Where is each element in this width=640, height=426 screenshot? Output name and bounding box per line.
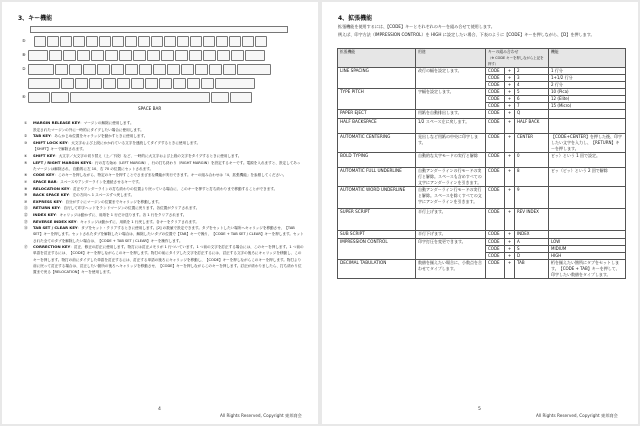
keyboard-key [61, 78, 74, 89]
combo-plus-cell: + [505, 82, 515, 89]
item-key-name: TAB KEY [33, 133, 51, 139]
combo-key-cell: 6 [515, 96, 549, 103]
right-page [322, 2, 638, 424]
combo-plus-cell: + [505, 110, 515, 119]
keyboard-key [125, 64, 138, 75]
table-row [338, 239, 626, 246]
table-row [338, 119, 626, 134]
item-marker: ⑤ [24, 160, 28, 165]
keyboard-key [83, 64, 96, 75]
function-use-cell: 1/2 スペース左に戻します。 [416, 119, 486, 134]
keyboard-key [34, 36, 46, 47]
item-text [33, 225, 304, 244]
combo-plus-cell: + [505, 168, 515, 187]
keyboard-key [187, 78, 200, 89]
keyboard-row-1 [34, 36, 267, 47]
item-text [33, 146, 304, 152]
key-list-item [24, 120, 304, 126]
combo-plus-cell: + [505, 246, 515, 253]
keyboard-key [28, 78, 60, 89]
function-name-cell: HALF BACKSPACE [338, 119, 416, 134]
keyboard-key [159, 78, 172, 89]
item-description: ：大文字／大文字の切り替え（上／下段）など、一時的に大文字および上段の文字をタイプするときに使用します。 [55, 153, 242, 158]
item-description: 【SHIFT】キーで解除されます。 [33, 147, 87, 152]
keyboard-key [49, 50, 62, 61]
page-number: 4 [158, 407, 161, 412]
keyboard-key [203, 50, 216, 61]
keyboard-key [86, 36, 98, 47]
key-list-item [24, 186, 304, 192]
combo-plus-cell: + [505, 119, 515, 134]
key-list-item [24, 179, 304, 185]
table-row [338, 209, 626, 231]
item-marker [24, 146, 33, 152]
key-function-list [24, 120, 304, 276]
keyboard-key [177, 36, 189, 47]
item-marker: ② [24, 134, 28, 139]
combo-code-cell: CODE [486, 134, 505, 153]
intro-line-2: 例えば、印字方法（IMPRESSION CONTROL）を HIGH に設定したい場合、下表のように【CODE】キーを押しながら、【D】を押します。 [338, 32, 595, 37]
keyboard-key [105, 50, 118, 61]
item-description: ：左の方向へ 1 スペースずつ戻します。 [68, 193, 135, 198]
setting-cell: 15 (Micro) [549, 103, 626, 110]
keyboard-key [60, 36, 72, 47]
combo-key-cell: 9 [515, 187, 549, 209]
section-title-key-functions: 3、キー機能 [18, 15, 53, 22]
combo-code-cell: CODE [486, 119, 505, 134]
keyboard-key [28, 92, 50, 103]
setting-cell: ビッ（ピッ）という 2 回で解除 [549, 168, 626, 187]
keyboard-key [209, 64, 222, 75]
combo-plus-cell: + [505, 231, 515, 239]
item-marker: ⑫ [24, 212, 28, 217]
keyboard-key [161, 50, 174, 61]
keyboard-key [195, 64, 208, 75]
keyboard-key [190, 36, 202, 47]
combo-key-cell: 2 [515, 68, 549, 75]
combo-plus-cell: + [505, 187, 515, 209]
combo-plus-cell: + [505, 134, 515, 153]
table-row [338, 187, 626, 209]
key-list-item [24, 146, 304, 152]
key-list-item [24, 192, 304, 198]
item-marker: ⑬ [24, 219, 28, 224]
function-name-cell: BOLD TYPING [338, 153, 416, 168]
keyboard-key [189, 50, 202, 61]
function-name-cell: AUTOMATIC FULL UNDERLINE [338, 168, 416, 187]
keyboard-key [181, 64, 194, 75]
combo-plus-cell: + [505, 89, 515, 96]
keyboard-key [245, 50, 265, 61]
keyboard-key [117, 78, 130, 89]
keyboard-key [231, 50, 244, 61]
keyboard-key [223, 64, 236, 75]
setting-cell [549, 187, 626, 209]
keyboard-row-5 [28, 92, 252, 103]
combo-code-cell: CODE [486, 110, 505, 119]
keyboard-row-4 [28, 78, 255, 89]
table-row [338, 68, 626, 75]
keyboard-marker-2: ② [22, 66, 26, 71]
keyboard-top-bar [30, 26, 288, 33]
keyboard-row-2 [28, 50, 265, 61]
keyboard-key [215, 78, 255, 89]
keyboard-key [97, 64, 110, 75]
item-text [33, 140, 304, 146]
setting-cell [549, 231, 626, 239]
combo-plus-cell: + [505, 253, 515, 260]
setting-cell: 1 行分 [549, 68, 626, 75]
keyboard-key [217, 50, 230, 61]
combo-plus-cell: + [505, 153, 515, 168]
setting-cell: 2 行分 [549, 82, 626, 89]
keyboard-key [139, 64, 152, 75]
item-description: ：マージンの解除に使用します。 [80, 121, 134, 125]
item-marker: ⑥ [24, 173, 28, 178]
item-key-name: SPACE BAR [33, 178, 57, 184]
function-use-cell: 半行上げます。 [416, 209, 486, 231]
header-combo-sub: （※ CODE キーを押しながら上記を押す） [488, 56, 544, 66]
combo-key-cell: CENTER [515, 134, 549, 153]
table-row [338, 89, 626, 96]
key-list-item [24, 219, 304, 225]
function-use-cell: 印字打圧を変更できます。 [416, 239, 486, 260]
keyboard-marker-6: ⑥ [22, 94, 26, 99]
item-description: ：キャリッジは動かずに、用紙を 1 行だけ送ります。各 1 行をクリアされます。 [55, 212, 187, 217]
header-setting: 機能 [549, 49, 626, 68]
keyboard-marker-8: ⑧ [22, 52, 26, 57]
keyboard-marker-5: ⑤ [22, 38, 26, 43]
keyboard-key [167, 64, 180, 75]
keyboard-key [151, 36, 163, 47]
combo-key-cell: S [515, 246, 549, 253]
keyboard-key [103, 78, 116, 89]
item-marker: ① [24, 121, 28, 125]
key-list-item [24, 199, 304, 205]
setting-cell [549, 110, 626, 119]
item-marker: ⑦ [24, 179, 28, 184]
function-use-cell: 自動的な太字モードの実行と解除 [416, 153, 486, 168]
combo-key-cell: INDEX [515, 231, 549, 239]
item-description: ：あらかじめ位置をキャラッジを動かすときに使用します。 [50, 134, 148, 139]
item-marker: ⑩ [24, 199, 28, 204]
keyboard-key [119, 50, 132, 61]
item-marker: ⑭ [24, 226, 28, 231]
item-marker: ④ [24, 153, 28, 158]
combo-code-cell: CODE [486, 82, 505, 89]
keyboard-row-3 [28, 64, 271, 75]
setting-cell: 【CODE+CENTER】を押した後、印字したい文字を入力し、【RETURN】キーを押します。 [549, 134, 626, 153]
combo-code-cell: CODE [486, 96, 505, 103]
function-use-cell: 改行の幅を設定します。 [416, 68, 486, 89]
function-use-cell: 半行下げます。 [416, 231, 486, 239]
combo-plus-cell: + [505, 68, 515, 75]
copyright-text: All Rights Reserved, Copyright 東邦商会 [536, 413, 618, 418]
keyboard-key [47, 36, 59, 47]
combo-code-cell: CODE [486, 231, 505, 239]
item-key-name: SHIFT KEY [33, 152, 56, 158]
function-table [337, 48, 626, 279]
header-function-name: 拡張機能 [338, 49, 416, 68]
keyboard-key [147, 50, 160, 61]
function-name-cell: IMPRESSION CONTROL [338, 239, 416, 260]
item-text [33, 219, 304, 225]
item-text [33, 205, 304, 211]
setting-cell: LOW [549, 239, 626, 246]
combo-code-cell: CODE [486, 103, 505, 110]
keyboard-key [164, 36, 176, 47]
keyboard-key [138, 36, 150, 47]
combo-code-cell: CODE [486, 75, 505, 82]
function-use-cell: 数値を揃えたい場合に、小数点を合わせてタイプします。 [416, 260, 486, 279]
item-key-name: RELOCATION KEY [33, 185, 70, 191]
function-name-cell: SUPER SCRIPT [338, 209, 416, 231]
key-list-item [24, 160, 304, 172]
key-list-item [24, 127, 304, 133]
item-marker: ⑨ [24, 193, 28, 198]
keyboard-key [73, 36, 85, 47]
setting-cell: 10 (Pica) [549, 89, 626, 96]
keyboard-key [28, 64, 54, 75]
keyboard-key [75, 78, 88, 89]
item-key-name: EXPRESS KEY [33, 198, 62, 204]
combo-key-cell: TAB [515, 260, 549, 279]
item-description: ：自分がすぐにマージンの位置までキャリッジを移動します。 [61, 199, 162, 204]
item-description: ：行の打ち始め（LEFT MARGIN）、行の打ち終わり（RIGHT MARGIN）を設定するキーです。電源を入れますと、設定してあったマージンは解除され、自動的に左 10、右 70 の位置にセットされます。 [33, 160, 301, 171]
combo-key-cell: A [515, 239, 549, 246]
item-text [33, 186, 304, 192]
combo-code-cell: CODE [486, 260, 505, 279]
function-name-cell: TYPE PITCH [338, 89, 416, 110]
item-description: ：訂正、修正の訂正に使用します。物打には訂正メモリが 1 行ついています。1 つ前の文字を訂正する場合には、このキーを押します。1 つ前の単語を訂正するには、【CODE】キーを押しながらこのキーを押します。物打の前にタイプした文字を訂正するには、訂正する文字の後ろにキャリッジを移動し、このキーを押します。物打の前にタイプした単語を訂正するには、訂正する単語の後ろにキャリッジを移動し、【CODE】キーを押しながらこのキーを押します。物打より前に戻って訂正する場合は、訂正したい箇所の後ろへキャリッジを移動させ、【CODE】キーを押しながらこのキーを押します。訂正が終わりましたら、打ち終わり位置まで戻る【RELOCATION】キーを使用します。 [33, 245, 304, 274]
item-key-name: REVERSE INDEX KEY [33, 218, 77, 224]
item-text [33, 133, 304, 139]
keyboard-key [237, 64, 271, 75]
keyboard-key [91, 50, 104, 61]
item-key-name: SHIFT LOCK KEY [33, 139, 68, 145]
space-bar-label: SPACE BAR [138, 106, 162, 111]
key-list-item [24, 244, 304, 275]
combo-plus-cell: + [505, 260, 515, 279]
combo-code-cell: CODE [486, 153, 505, 168]
keyboard-key [63, 50, 76, 61]
item-text [33, 120, 304, 126]
item-marker [24, 127, 33, 133]
keyboard-key [173, 78, 186, 89]
combo-key-cell: 5 [515, 89, 549, 96]
setting-cell [549, 209, 626, 231]
combo-code-cell: CODE [486, 239, 505, 246]
item-text [33, 212, 304, 218]
function-use-cell: 自動アンダーライン行モードの実行と解除。スペースを除くすべての文字にアンダーラインを引きます。 [416, 187, 486, 209]
item-text [33, 192, 304, 198]
item-text [33, 153, 304, 159]
item-description: ：このキーを押しながら、特定のキーを押すことでさまざまな機能が実行できます。キーの組み合わせは「4、拡張機能」を参照してください。 [54, 173, 287, 178]
combo-key-cell: 3 [515, 75, 549, 82]
item-key-name: CORRECTION KEY [33, 244, 71, 250]
table-row [338, 231, 626, 239]
keyboard-key [203, 36, 215, 47]
keyboard-key [28, 50, 48, 61]
keyboard-key [175, 50, 188, 61]
function-name-cell: PAPER EJECT [338, 110, 416, 119]
key-list-item [24, 225, 304, 244]
setting-cell: 12 (Elite) [549, 96, 626, 103]
combo-code-cell: CODE [486, 68, 505, 75]
function-use-cell: 見出しなど用紙の中央に印字します。 [416, 134, 486, 153]
keyboard-key [201, 78, 214, 89]
item-text [33, 244, 304, 275]
item-text [33, 160, 304, 172]
keyboard-key [125, 36, 137, 47]
item-marker: ⑪ [24, 206, 28, 211]
header-use: 用途 [416, 49, 486, 68]
combo-code-cell: CODE [486, 187, 505, 209]
setting-cell: ビッ）という 1 回で設定。 [549, 153, 626, 168]
combo-key-cell: HALF BACK [515, 119, 549, 134]
function-use-cell: 自動アンダーラインの行モードの実行と解除。スペースも含めすべての文字にアンダーラインを引きます。 [416, 168, 486, 187]
keyboard-key [153, 64, 166, 75]
table-row [338, 110, 626, 119]
combo-key-cell: 4 [515, 82, 549, 89]
combo-key-cell: 7 [515, 103, 549, 110]
function-name-cell: AUTOMATIC WORD UNDERLINE [338, 187, 416, 209]
item-description: ：自行して印字ヘッドをランドマージンの位置に戻ります。各位置がクリアされます。 [59, 206, 200, 211]
key-list-item [24, 140, 304, 146]
keyboard-diagram [22, 26, 290, 118]
item-text [33, 179, 304, 185]
item-marker: ⑧ [24, 186, 28, 191]
keyboard-key [230, 92, 252, 103]
intro-line-1: 拡張機能を使用するには、【CODE】キーとそれぞれのキーを組み合せて使用します。 [338, 24, 495, 29]
function-name-cell: DECIMAL TABULATION [338, 260, 416, 279]
combo-key-cell: Q [515, 110, 549, 119]
table-row [338, 168, 626, 187]
function-name-cell: AUTOMATIC CENTERING [338, 134, 416, 153]
item-text [33, 172, 304, 178]
item-key-name: INDEX KEY [33, 211, 56, 217]
item-description: ：大文字および上段にかかれている文字を連続してタイプするときに使用します。 [67, 140, 201, 145]
combo-plus-cell: + [505, 209, 515, 231]
keyboard-key [229, 36, 241, 47]
item-key-name: MARGIN RELEASE KEY [33, 120, 81, 125]
keyboard-key [211, 92, 229, 103]
item-key-name: BACK SPACE KEY [33, 192, 69, 198]
combo-plus-cell: + [505, 75, 515, 82]
setting-cell [549, 119, 626, 134]
item-description: 設定されたマージンの外に一時的にタイプしたい場合に使用します。 [33, 127, 144, 132]
combo-code-cell: CODE [486, 168, 505, 187]
item-marker: ⑮ [24, 245, 28, 250]
combo-key-cell: 0 [515, 153, 549, 168]
item-text [33, 199, 304, 205]
header-key-combo [486, 49, 549, 68]
keyboard-key [131, 78, 144, 89]
combo-code-cell: CODE [486, 253, 505, 260]
section-title-extended-functions: 4、拡張機能 [338, 15, 373, 22]
combo-plus-cell: + [505, 103, 515, 110]
keyboard-key [216, 36, 228, 47]
item-key-name: CODE KEY [33, 172, 55, 178]
combo-code-cell: CODE [486, 89, 505, 96]
item-description: ：キャリッジは動かずに、用紙を 1 行戻します。各キーをクリアされます。 [76, 219, 199, 224]
keyboard-key [255, 36, 267, 47]
keyboard-key [111, 64, 124, 75]
item-description: ：タブをセット・クリアするときに使用します。[2] の数値で設定できます。タブをセットしたい場所へキャリッジを移動させ、【TAB SET】キーを押します。セットされたタブを解除したい場合は、解除したいタブの位置で【TAB】キーで操り、【CODE + TAB SET / CLEAR】キーを押します。セットされた全てのタブを解除したい場合は、【CODE + TAB SET / CLEAR】キーを操作します。 [33, 226, 304, 243]
setting-cell: 1+1/2 行分 [549, 75, 626, 82]
key-list-item [24, 153, 304, 159]
left-page [2, 2, 318, 424]
key-list-item [24, 205, 304, 211]
combo-plus-cell: + [505, 96, 515, 103]
keyboard-key [145, 78, 158, 89]
table-row [338, 153, 626, 168]
combo-key-cell: 8 [515, 168, 549, 187]
setting-cell: HIGH [549, 253, 626, 260]
keyboard-key [112, 36, 124, 47]
page-number: 5 [478, 407, 481, 412]
combo-code-cell: CODE [486, 246, 505, 253]
combo-code-cell: CODE [486, 209, 505, 231]
combo-plus-cell: + [505, 239, 515, 246]
keyboard-key [99, 36, 111, 47]
keyboard-key [133, 50, 146, 61]
setting-cell: MIDIUM [549, 246, 626, 253]
keyboard-key [77, 50, 90, 61]
item-description: ：訂正やアンダーラインの打ち終わりの位置より戻っている場合に、このキーを押すと打ち終わりまで移動することができます。 [69, 186, 278, 191]
keyboard-key [55, 64, 68, 75]
setting-cell: 桁を揃えたい箇所にタブをセットします。【CODE + TAB】キーを押して、印字したい数値をタイプします。 [549, 260, 626, 279]
copyright-text: All Rights Reserved, Copyright 東邦商会 [220, 413, 302, 418]
function-name-cell: SUB SCRIPT [338, 231, 416, 239]
key-list-item [24, 133, 304, 139]
keyboard-key [242, 36, 254, 47]
item-key-name: RETURN KEY [33, 205, 60, 211]
key-list-item [24, 212, 304, 218]
keyboard-key [69, 64, 82, 75]
key-list-item [24, 172, 304, 178]
keyboard-key [51, 92, 69, 103]
item-text [33, 127, 304, 133]
item-key-name: TAB SET / CLEAR KEY [33, 225, 78, 231]
table-row [338, 260, 626, 279]
function-name-cell: LINE SPACING [338, 68, 416, 89]
combo-key-cell: REV INDEX [515, 209, 549, 231]
table-row [338, 134, 626, 153]
function-use-cell: 用紙を自動排出します。 [416, 110, 486, 119]
item-marker: ③ [24, 140, 28, 145]
keyboard-key [70, 92, 210, 103]
item-description: ：スペースやアンダーラインを連続させるキーです。 [56, 179, 142, 184]
item-key-name: LEFT / RIGHT MARGIN KEYS [33, 159, 92, 165]
header-combo-label: キーの組み合わせ [488, 49, 519, 54]
combo-key-cell: D [515, 253, 549, 260]
keyboard-key [89, 78, 102, 89]
function-use-cell: 字幅を設定します。 [416, 89, 486, 110]
